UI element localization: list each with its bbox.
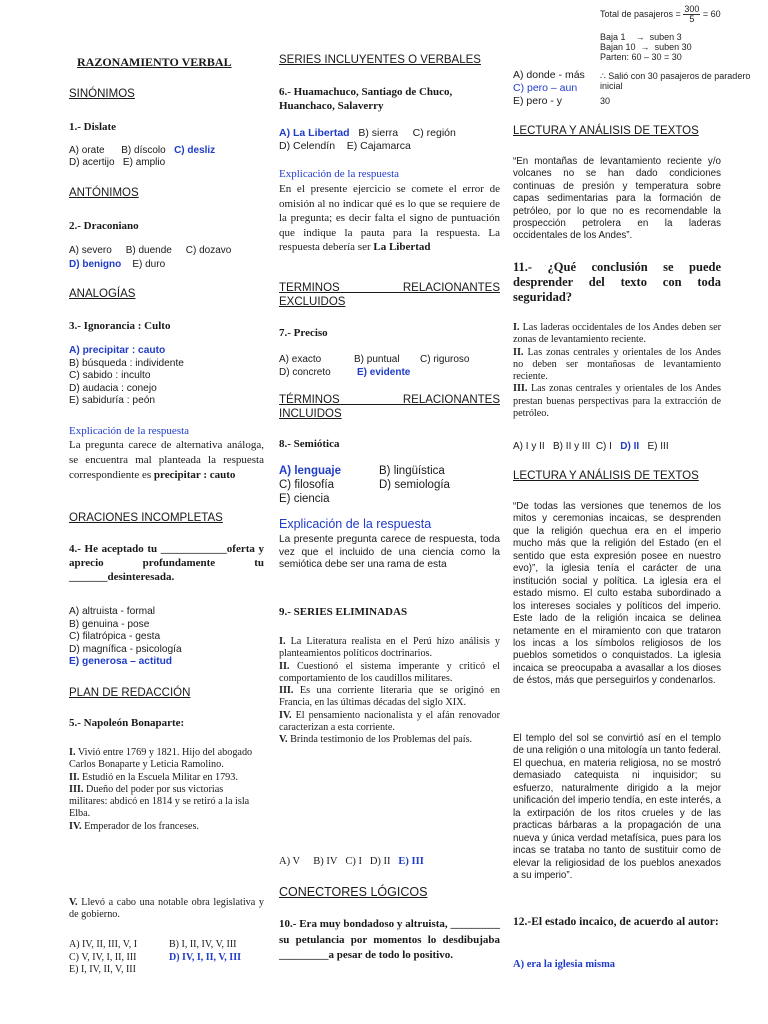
q6-options <box>279 127 456 153</box>
q5-item-4-text: Emperador de los franceses. <box>84 820 199 832</box>
q4-option-a: A) altruista - formal <box>69 606 156 617</box>
q6-option-c: C) región <box>412 127 456 139</box>
q5-item-5 <box>69 897 264 922</box>
section-terminos-excluidos: TERMINOS RELACIONANTES EXCLUIDOS <box>279 282 500 308</box>
q6-explanation-text: En el presente ejercicio se comete el error de omisión al no indicar qué es lo que se requiere de la pregunta; es decir falta el signo de puntuación que indique la pauta para la respuesta. La respuesta debería ser <box>279 183 500 253</box>
q5-item-5-num: V. <box>69 897 78 908</box>
arrow-right-icon: → <box>635 32 645 42</box>
section-terminos-incluidos: TÉRMINOS RELACIONANTES INCLUIDOS <box>279 394 500 420</box>
fraction-denominator: 5 <box>689 14 695 24</box>
q9-item-2-text: Cuestionó el sistema imperante y criticó el comportamiento de los caudillos militares. <box>279 660 500 684</box>
q3-option-a: A) precipitar : cauto <box>69 345 166 356</box>
q5-item-1 <box>69 747 264 772</box>
q5-items <box>69 747 264 833</box>
section-oraciones-incompletas: ORACIONES INCOMPLETAS <box>69 512 223 524</box>
section-lectura-2: LECTURA Y ANÁLISIS DE TEXTOS <box>513 470 699 482</box>
q10-option-c: C) pero – aun <box>513 82 578 94</box>
q6-option-e: E) Cajamarca <box>346 140 411 152</box>
q3-option-d: D) audacia : conejo <box>69 382 157 394</box>
q5-option-d: D) IV, I, II, V, III <box>169 951 241 963</box>
q8-explanation: La presente pregunta carece de respuesta, toda vez que el incluido de una ciencia como la semiótica debe ser una rama de esta <box>279 534 500 570</box>
q7-option-c: C) riguroso <box>420 354 470 365</box>
q4-option-c: C) filatrópica - gesta <box>69 631 161 642</box>
note-line-1 <box>600 32 682 43</box>
note-line-2-b: suben 30 <box>654 42 692 52</box>
q11-option-e: E) III <box>647 441 669 452</box>
arrow-right-icon: → <box>640 42 650 52</box>
page-title: RAZONAMIENTO VERBAL <box>77 55 232 69</box>
note-line-1-a: Baja 1 <box>600 32 626 42</box>
q9-item-2-num: II. <box>279 660 290 672</box>
fraction <box>683 5 700 24</box>
q11-option-d: D) II <box>620 441 640 452</box>
q8-option-a: A) lenguaje <box>279 465 341 477</box>
q7-options <box>279 354 469 379</box>
q9-option-d: D) II <box>369 856 391 867</box>
q10-title: 10.- Era muy bondadoso y altruista, _________ su petulancia por momentos lo desdibujaba _________a pesar de todo lo positivo. <box>279 918 500 961</box>
q1-option-e: E) amplio <box>122 157 166 169</box>
q8-option-e: E) ciencia <box>279 493 330 505</box>
q10-option-a: A) donde - más <box>513 69 585 81</box>
q6-explanation <box>279 182 500 255</box>
q6-option-b: B) sierra <box>358 127 399 139</box>
q9-item-5-text: Brinda testimonio de los Problemas del país. <box>290 734 473 746</box>
q5-item-2-text: Estudió en la Escuela Militar en 1793. <box>82 771 238 783</box>
q6-explanation-title: Explicación de la respuesta <box>279 168 400 180</box>
q1-option-c: C) desliz <box>174 145 216 156</box>
q3-option-e: E) sabiduría : peón <box>69 395 156 406</box>
q5-item-5-text: Llevó a cabo una notable obra legislativa y de gobierno. <box>69 897 264 921</box>
q6-explanation-answer: La Libertad <box>373 241 431 253</box>
q2-option-d: D) benigno <box>69 259 122 270</box>
q8-option-c: C) filosofía <box>279 479 334 491</box>
q12-option-a: A) era la iglesia misma <box>513 959 616 970</box>
q11-title: 11.- ¿Qué conclusión se puede desprender del texto con toda seguridad? <box>513 260 721 304</box>
q11-items <box>513 322 721 420</box>
q3-option-c: C) sabido : inculto <box>69 370 151 381</box>
q11-item-1-num: I. <box>513 322 520 333</box>
q7-option-a: A) exacto <box>279 354 322 365</box>
q3-title: 3.- Ignorancia : Culto <box>69 320 171 332</box>
q9-items <box>279 636 500 747</box>
q3-option-b: B) búsqueda : individente <box>69 357 184 369</box>
q1-option-d: D) acertijo <box>69 157 115 169</box>
q7-option-b: B) puntual <box>354 354 400 365</box>
q8-option-d: D) semiología <box>379 479 450 491</box>
q9-item-2 <box>279 661 500 686</box>
q5-option-b: B) I, II, IV, V, III <box>169 939 237 950</box>
q5-item-4 <box>69 821 264 833</box>
q10-options <box>513 69 585 108</box>
note-line-2 <box>600 42 692 53</box>
q5-item-1-text: Vivió entre 1769 y 1821. Hijo del abogado Carlos Bonaparte y Leticia Ramolino. <box>69 747 253 771</box>
q2-option-b: B) duende <box>125 245 172 256</box>
q2-title: 2.- Draconiano <box>69 220 139 232</box>
q12-title: 12.-El estado incaico, de acuerdo al autor: <box>513 916 719 928</box>
q1-option-b: B) díscolo <box>121 145 166 156</box>
q9-item-3-num: III. <box>279 685 294 697</box>
q9-item-1-text: La Literatura realista en el Perú hizo análisis y planteamientos políticos doctrinarios. <box>279 636 501 660</box>
q2-option-e: E) duro <box>132 259 166 270</box>
q5-option-a: A) IV, II, III, V, I <box>69 939 138 950</box>
q3-explanation-text: La pregunta carece de alternativa análoga, se encuentra mal planteada la respuesta correspondiente es <box>69 439 264 481</box>
q11-option-c: C) I <box>595 441 612 452</box>
q9-item-3 <box>279 685 500 710</box>
q5-item-4-num: IV. <box>69 820 82 832</box>
note-line-5: inicial <box>600 81 623 91</box>
q11-item-3-text: Las zonas centrales y orientales de los Andes prestan buenas perspectivas para la extracción de petróleo. <box>513 383 722 420</box>
note-line-4: ∴ Salió con 30 pasajeros de paradero <box>600 71 751 81</box>
q11-item-1-text: Las laderas occidentales de los Andes deben ser zonas de levantamiento reciente. <box>513 322 722 346</box>
q6-option-a: A) La Libertad <box>279 127 350 139</box>
q11-option-b: B) II y III <box>553 441 591 452</box>
section-sinonimos: SINÓNIMOS <box>69 88 135 100</box>
section-conectores-logicos: CONECTORES LÓGICOS <box>279 885 428 899</box>
q1-option-a: A) orate <box>69 145 105 156</box>
note-line-1-b: suben 3 <box>649 32 682 42</box>
q9-item-5-num: V. <box>279 734 288 746</box>
q9-title: 9.- SERIES ELIMINADAS <box>279 606 408 618</box>
q5-options <box>69 939 241 977</box>
total-result: = 60 <box>702 8 721 19</box>
q2-option-a: A) severo <box>69 245 112 256</box>
note-line-2-a: Bajan 10 <box>600 42 636 52</box>
q11-item-3 <box>513 383 721 420</box>
q9-option-c: C) I <box>345 856 362 867</box>
q7-option-d: D) concreto <box>279 366 331 378</box>
section-lectura-1: LECTURA Y ANÁLISIS DE TEXTOS <box>513 125 699 137</box>
q1-options <box>69 145 215 170</box>
q3-explanation-answer: precipitar : cauto <box>153 469 236 481</box>
q9-item-3-text: Es una corriente literaria que se originó en Francia, en las últimas décadas del siglo XIX. <box>279 685 501 709</box>
section-series-incluyentes: SERIES INCLUYENTES O VERBALES <box>279 54 481 66</box>
q2-options <box>69 244 231 272</box>
q9-option-e: E) III <box>398 856 424 867</box>
q3-explanation <box>69 438 264 483</box>
q11-item-1 <box>513 322 721 347</box>
reading-text-1: “En montañas de levantamiento reciente y/o volcanes no se han dado condiciones continuas de presión y temperatura sobre capas sedimentarias para la formación de petróleo, por lo que no es recomendable la prospección petrolera en la laderas occidentales de los Andes”. <box>513 156 721 242</box>
q5-item-1-num: I. <box>69 747 76 758</box>
section-analogias: ANALOGÍAS <box>69 288 136 300</box>
section-plan-redaccion: PLAN DE REDACCIÓN <box>69 687 191 699</box>
q11-item-3-num: III. <box>513 383 528 395</box>
q6-title: 6.- Huamachuco, Santiago de Chuco, Huanchaco, Salaverry <box>279 86 453 112</box>
q1-title: 1.- Dislate <box>69 121 117 133</box>
q2-option-c: C) dozavo <box>185 245 232 256</box>
q3-options <box>69 345 184 408</box>
q9-item-5 <box>279 734 500 746</box>
q5-item-3-num: III. <box>69 783 84 795</box>
q7-option-e: E) evidente <box>357 366 411 378</box>
q8-explanation-title: Explicación de la respuesta <box>279 517 432 531</box>
q7-title: 7.- Preciso <box>279 327 328 339</box>
q10-option-e: E) pero - y <box>513 95 563 107</box>
q4-option-b: B) genuina - pose <box>69 618 150 630</box>
q5-item-3 <box>69 784 264 821</box>
q8-title: 8.- Semiótica <box>279 438 340 450</box>
q9-item-1-num: I. <box>279 636 286 647</box>
q11-options <box>513 441 669 453</box>
q11-item-2 <box>513 347 721 384</box>
section-antonimos: ANTÓNIMOS <box>69 187 139 199</box>
q11-item-2-text: Las zonas centrales y orientales de los Andes no deben ser montañosas de levantamiento reciente. <box>513 346 721 383</box>
q8-option-b: B) lingüística <box>379 465 445 477</box>
q8-options <box>279 464 450 506</box>
q4-option-e: E) generosa – actitud <box>69 656 173 667</box>
fraction-numerator: 300 <box>684 4 700 14</box>
pasajeros-total <box>600 5 721 24</box>
total-label: Total de pasajeros = <box>600 8 681 19</box>
q9-option-a: A) V <box>279 856 301 867</box>
q9-item-4-num: IV. <box>279 709 292 721</box>
q4-option-d: D) magnífica - psicología <box>69 643 182 655</box>
reading-text-2a: “De todas las versiones que tenemos de los mitos y ceremonias incaicas, se desprenden que la religión quechua era en el imperio mucho más que la religión del Estado (en el sentido que esta expresión posee en nuestro evo)”, la iglesia tenía el carácter de una institución social y política. La iglesia era el estado mismo. El culto estaba subordinado a los intereses sociales y políticos del imperio. Este lado de la religión incaica se delinea netamente en el miramiento con que trataron los incas a los símbolos religiosos de los pueblos sometidos o conquistados. La iglesia incaica se preocupaba a avasallar a los dioses de éstos, más que perseguirlos y condenarlos. <box>513 501 721 687</box>
q9-options <box>279 856 424 868</box>
q11-item-2-num: II. <box>513 346 524 358</box>
q9-option-b: B) IV <box>313 856 338 867</box>
q4-options <box>69 606 182 669</box>
q5-title: 5.- Napoleón Bonaparte: <box>69 717 185 729</box>
note-line-3: Parten: 60 – 30 = 30 <box>600 52 682 62</box>
q5-item-2-num: II. <box>69 771 80 783</box>
q9-item-4-text: El pensamiento nacionalista y el afán renovador caracterizan a esta corriente. <box>279 709 500 734</box>
q5-item-2 <box>69 772 264 784</box>
q5-option-e: E) I, IV, II, V, III <box>69 964 136 975</box>
q9-item-4 <box>279 710 500 735</box>
q11-option-a: A) I y II <box>513 441 545 452</box>
q4-title: 4.- He aceptado tu ____________oferta y aprecio profundamente tu _______desinteresada. <box>69 543 264 583</box>
note-line-6: 30 <box>600 96 611 106</box>
q9-item-1 <box>279 636 500 661</box>
reading-text-2b: El templo del sol se convirtió así en el templo de una religión o una mitología un tanto federal. El quechua, en materia religiosa, no se mostró demasiado catequista ni inquisidor; su esfuerzo, naturalmente dirigido a la mejor unificación del imperio tendía, en este interés, a la extirpación de los ritos crueles y de las practicas bárbaras a la propagación de una nueva y única verdad metafísica, pues para los incas se trataba no tanto de sustituir como de elevar la religiosidad de los pueblos anexados a su imperio”. <box>513 733 721 881</box>
q3-explanation-title: Explicación de la respuesta <box>69 425 190 437</box>
q5-option-c: C) V, IV, I, II, III <box>69 951 137 963</box>
q6-option-d: D) Celendín <box>279 140 336 152</box>
q5-item-3-text: Dueño del poder por sus victorias militares: abdicó en 1814 y se retiró a la isla Elba. <box>69 783 250 820</box>
